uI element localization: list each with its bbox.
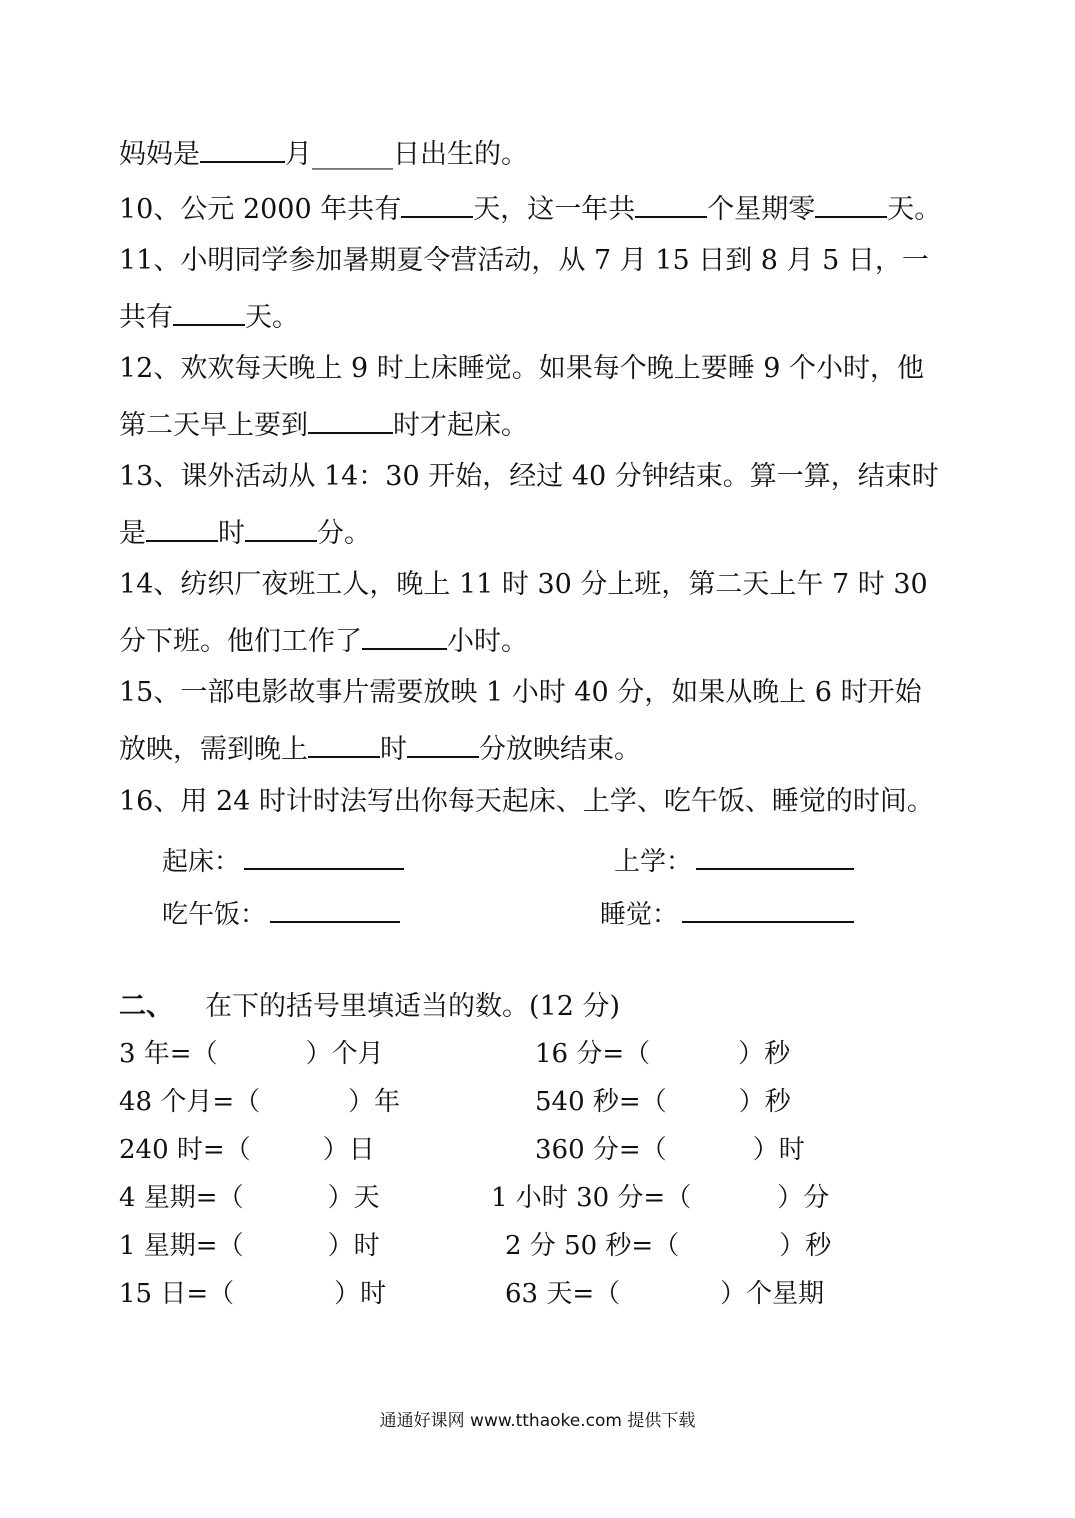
- time-sleep-row: 睡觉：: [600, 895, 854, 931]
- section-2-heading: 二、 在下的括号里填适当的数。(12 分): [119, 991, 621, 1022]
- question-10: 10、公元 2000 年共有 天，这一年共 个星期零 天。: [119, 190, 941, 227]
- question-15-continuation: 放映，需到晚上 时 分放映结束。: [119, 730, 641, 767]
- conversion-right-3: 360 分=（ ）时: [535, 1135, 805, 1165]
- question-15: 15、一部电影故事片需要放映 1 小时 40 分，如果从晚上 6 时开始: [119, 677, 922, 708]
- question-14: 14、纺织厂夜班工人，晚上 11 时 30 分上班，第二天上午 7 时 30: [119, 569, 928, 600]
- answer-blank[interactable]: [401, 190, 473, 218]
- conversion-left-6: 15 日=（ ）时: [119, 1279, 387, 1309]
- wake-time-blank[interactable]: [244, 842, 404, 870]
- question-11: 11、小明同学参加暑期夏令营活动，从 7 月 15 日到 8 月 5 日，一: [119, 245, 929, 276]
- sleep-time-blank[interactable]: [682, 895, 854, 923]
- answer-blank[interactable]: [407, 730, 479, 758]
- question-9-continuation: 妈妈是 月______日出生的。: [119, 135, 528, 172]
- conversion-left-3: 240 时=（ ）日: [119, 1135, 375, 1165]
- conversion-left-4: 4 星期=（ ）天: [119, 1183, 380, 1213]
- answer-blank[interactable]: [200, 135, 285, 163]
- answer-blank[interactable]: [308, 406, 393, 434]
- time-lunch-row: 吃午饭：: [162, 895, 400, 931]
- conversion-left-2: 48 个月=（ ）年: [119, 1087, 401, 1117]
- conversion-right-2: 540 秒=（ ）秒: [535, 1087, 791, 1117]
- conversion-right-1: 16 分=（ ）秒: [535, 1039, 791, 1069]
- answer-blank[interactable]: [815, 190, 887, 218]
- conversion-left-1: 3 年=（ ）个月: [119, 1039, 384, 1069]
- time-wake-row: 起床：: [162, 842, 404, 878]
- question-13-continuation: 是 时 分。: [119, 514, 371, 551]
- conversion-right-6: 63 天=（ ）个星期: [505, 1279, 825, 1309]
- answer-blank[interactable]: [635, 190, 707, 218]
- question-11-continuation: 共有 天。: [119, 298, 299, 335]
- question-12: 12、欢欢每天晚上 9 时上床睡觉。如果每个晚上要睡 9 个小时，他: [119, 353, 925, 384]
- answer-blank[interactable]: [173, 298, 245, 326]
- answer-blank[interactable]: [146, 514, 218, 542]
- conversion-left-5: 1 星期=（ ）时: [119, 1231, 380, 1261]
- answer-blank[interactable]: [245, 514, 317, 542]
- conversion-right-5: 2 分 50 秒=（ ）秒: [505, 1231, 832, 1261]
- lunch-time-blank[interactable]: [270, 895, 400, 923]
- time-school-row: 上学：: [614, 842, 854, 878]
- conversion-right-4: 1 小时 30 分=（ ）分: [491, 1183, 830, 1213]
- page-footer: 通通好课网 www.tthaoke.com 提供下载: [379, 1411, 696, 1431]
- question-12-continuation: 第二天早上要到 时才起床。: [119, 406, 528, 443]
- answer-blank[interactable]: [362, 622, 447, 650]
- question-16: 16、用 24 时计时法写出你每天起床、上学、吃午饭、睡觉的时间。: [119, 786, 934, 817]
- answer-blank[interactable]: [308, 730, 380, 758]
- question-13: 13、课外活动从 14：30 开始，经过 40 分钟结束。算一算，结束时: [119, 461, 939, 492]
- school-time-blank[interactable]: [696, 842, 854, 870]
- question-14-continuation: 分下班。他们工作了 小时。: [119, 622, 528, 659]
